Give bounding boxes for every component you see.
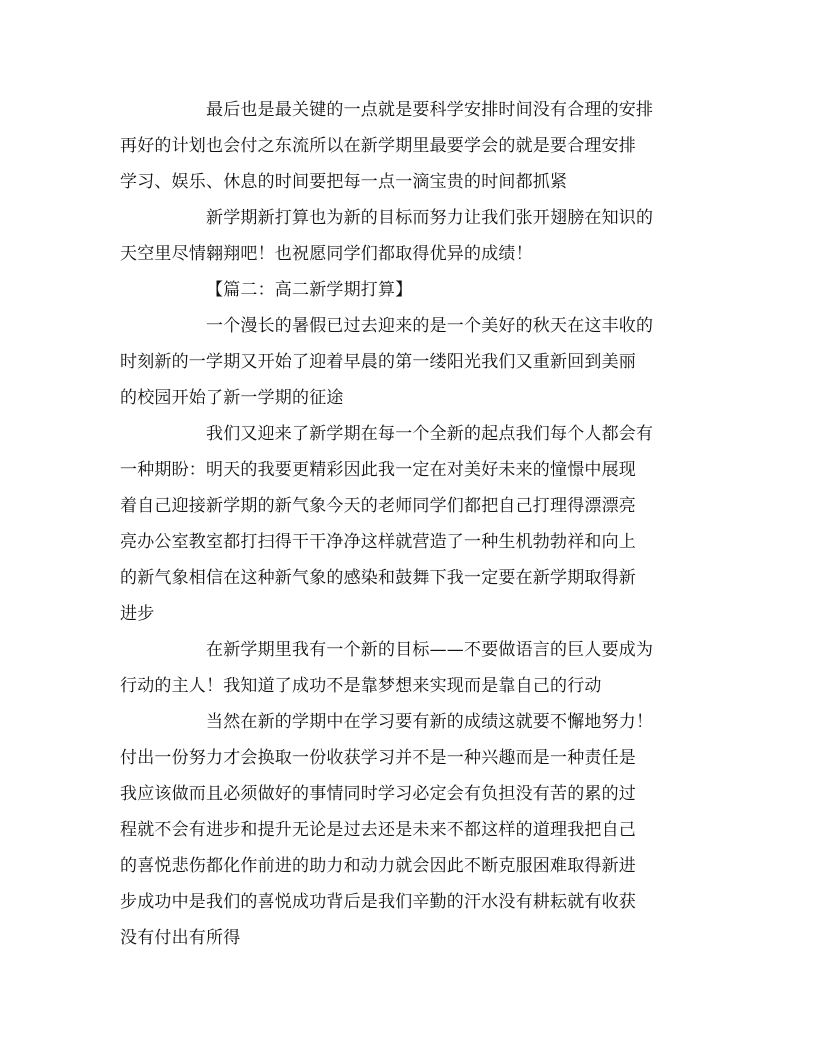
text-line: 再好的计划也会付之东流所以在新学期里最要学会的就是要合理安排 (120, 136, 636, 156)
text-line: 的喜悦悲伤都化作前进的助力和动力就会因此不断克服困难取得新进 (120, 856, 636, 876)
text-line: 最后也是最关键的一点就是要科学安排时间没有合理的安排 (206, 100, 654, 120)
text-line: 亮办公室教室都打扫得干干净净这样就营造了一种生机勃勃祥和向上 (120, 532, 636, 552)
text-line: 进步 (120, 604, 155, 624)
text-line: 学习、娱乐、休息的时间要把每一点一滴宝贵的时间都抓紧 (120, 172, 568, 192)
text-line: 一种期盼：明天的我要更精彩因此我一定在对美好未来的憧憬中展现 (120, 460, 636, 480)
text-line: 天空里尽情翱翔吧！也祝愿同学们都取得优异的成绩！ (120, 244, 533, 264)
text-line: 的新气象相信在这种新气象的感染和鼓舞下我一定要在新学期取得新 (120, 568, 636, 588)
text-line: 时刻新的一学期又开始了迎着早晨的第一缕阳光我们又重新回到美丽 (120, 352, 636, 372)
text-line: 没有付出有所得 (120, 928, 241, 948)
text-line: 付出一份努力才会换取一份收获学习并不是一种兴趣而是一种责任是 (120, 748, 636, 768)
text-line: 的校园开始了新一学期的征途 (120, 388, 344, 408)
text-line: 程就不会有进步和提升无论是过去还是未来不都这样的道理我把自己 (120, 820, 636, 840)
text-line: 步成功中是我们的喜悦成功背后是我们辛勤的汗水没有耕耘就有收获 (120, 892, 636, 912)
text-line: 新学期新打算也为新的目标而努力让我们张开翅膀在知识的 (206, 208, 654, 228)
text-line: 行动的主人！我知道了成功不是靠梦想来实现而是靠自己的行动 (120, 676, 602, 696)
text-line: 我们又迎来了新学期在每一个全新的起点我们每个人都会有 (206, 424, 654, 444)
document-body (120, 92, 696, 956)
section-heading: 【篇二：高二新学期打算】 (206, 280, 413, 300)
text-line: 着自己迎接新学期的新气象今天的老师同学们都把自己打理得漂漂亮 (120, 496, 636, 516)
text-line: 在新学期里我有一个新的目标——不要做语言的巨人要成为 (206, 640, 654, 660)
text-line: 我应该做而且必须做好的事情同时学习必定会有负担没有苦的累的过 (120, 784, 636, 804)
text-line: 当然在新的学期中在学习要有新的成绩这就要不懈地努力！ (206, 712, 654, 732)
text-line: 一个漫长的暑假已过去迎来的是一个美好的秋天在这丰收的 (206, 316, 654, 336)
